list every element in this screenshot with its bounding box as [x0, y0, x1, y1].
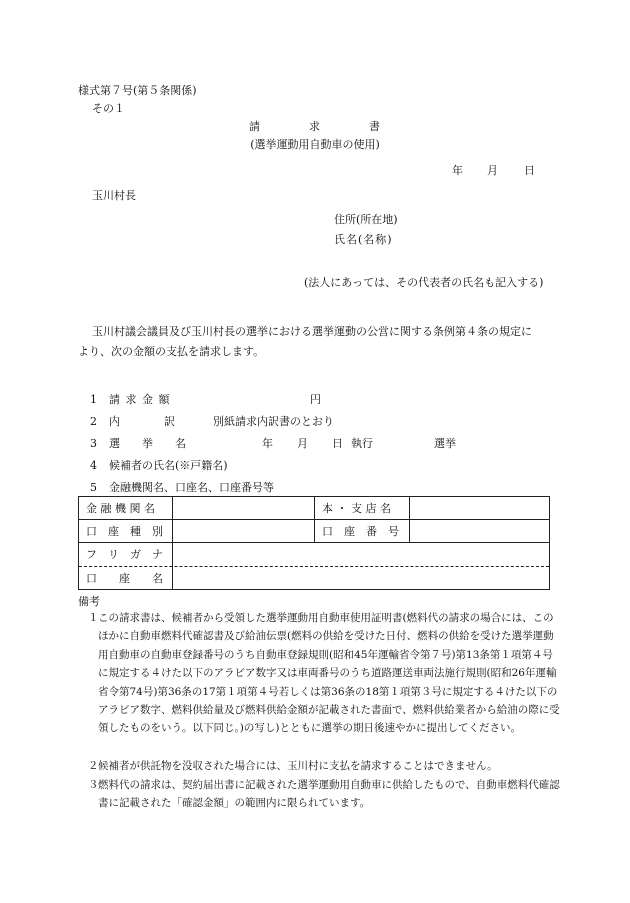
addressee: 玉川村長 [92, 189, 136, 202]
form-sub-number: その１ [92, 102, 125, 115]
bank-name-field[interactable] [173, 498, 313, 518]
date-month-label: 月 [487, 164, 498, 177]
account-holder-field[interactable] [173, 568, 548, 588]
form-number: 様式第７号(第５条関係) [78, 84, 197, 97]
page-subtitle: (選挙運動用自動車の使用) [250, 138, 380, 151]
remark-2 [88, 757, 560, 775]
item-4-num: 4 [90, 459, 97, 472]
request-body-line2: より、次の金額の支払を請求します。 [78, 345, 265, 358]
remarks-header: 備考 [78, 595, 100, 608]
item-4-label: 候補者の氏名(※戸籍名) [109, 459, 228, 472]
remark-1-text: この請求書は、候補者から受領した選挙運動用自動車使用証明書(燃料代の請求の場合には、このほかに自動車燃料代確認書及び給油伝票(燃料の供給を受けた日付、燃料の供給を受けた選挙運動用自動車の自動車登録番号のうち自動車登録規則(昭和45年運輸省令第７号)第13条第１項第４号に規定する４けた以下のアラビア数字又は車両番号のうち道路運送車両法施行規則(昭和26年運輸省令第74号)第36条の17第１項第４号若しくは第36条の18第１項第３号に規定する４けた以下のアラビア数字、燃料供給量及び燃料供給金額が記載された書面で、燃料供給業者から給油の際に受領したものをいう。以下同じ。)の写し)とともに選挙の期日後速やかに提出してください。 [98, 612, 560, 735]
item-3-day: 日 [332, 437, 343, 450]
corporate-note: (法人にあっては、その代表者の氏名も記入する) [304, 276, 544, 289]
account-number-field[interactable] [410, 521, 548, 541]
item-1-value: 円 [310, 393, 321, 406]
account-type-field[interactable] [173, 521, 313, 541]
branch-name-field[interactable] [410, 498, 548, 518]
item-3-num: 3 [90, 437, 97, 450]
item-1-label: 請 求 金 額 [109, 393, 171, 406]
account-holder-label: 口 座 名 [86, 572, 163, 585]
furigana-field[interactable] [173, 544, 548, 565]
item-3-year: 年 [262, 437, 273, 450]
item-2-num: 2 [90, 415, 97, 428]
address-label: 住所(所在地) [334, 213, 398, 226]
date-year-label: 年 [452, 164, 463, 177]
remark-1-num: １ [88, 612, 99, 624]
item-2-value: 別紙請求内訳書のとおり [213, 415, 334, 428]
request-body-line1: 玉川村議会議員及び玉川村長の選挙における選挙運動の公営に関する条例第４条の規定に [92, 325, 532, 338]
remark-2-num: ２ [88, 760, 99, 772]
bank-name-label: 金 融 機 関 名 [86, 502, 155, 515]
furigana-label: フ リ ガ ナ [86, 548, 163, 561]
name-label: 氏名(名称) [334, 233, 393, 246]
page-title: 請 求 書 [249, 120, 381, 133]
item-3-month: 月 [297, 437, 308, 450]
item-5-num: 5 [90, 481, 97, 494]
item-2-label: 内 訳 [109, 415, 175, 428]
date-day-label: 日 [524, 164, 535, 177]
item-3-label: 選 挙 名 [109, 437, 186, 450]
account-number-label: 口 座 番 号 [322, 525, 399, 538]
item-1-num: 1 [90, 393, 97, 406]
branch-name-label: 本 ・ 支 店 名 [322, 502, 391, 515]
account-type-label: 口 座 種 別 [86, 525, 163, 538]
remark-3-num: ３ [88, 779, 99, 791]
bank-info-table [78, 496, 550, 590]
remark-3 [88, 776, 560, 813]
remark-1 [88, 609, 560, 738]
item-3-exec: 執行 [351, 437, 373, 450]
item-5-label: 金融機関名、口座名、口座番号等 [109, 481, 274, 494]
item-3-election: 選挙 [434, 437, 456, 450]
remark-2-text: 候補者が供託物を没収された場合には、玉川村に支払を請求することはできません。 [98, 760, 498, 772]
remark-3-text: 燃料代の請求は、契約届出書に記載された選挙運動用自動車に供給したもので、自動車燃料代確認書に記載された「確認金額」の範囲内に限られています。 [98, 779, 560, 810]
